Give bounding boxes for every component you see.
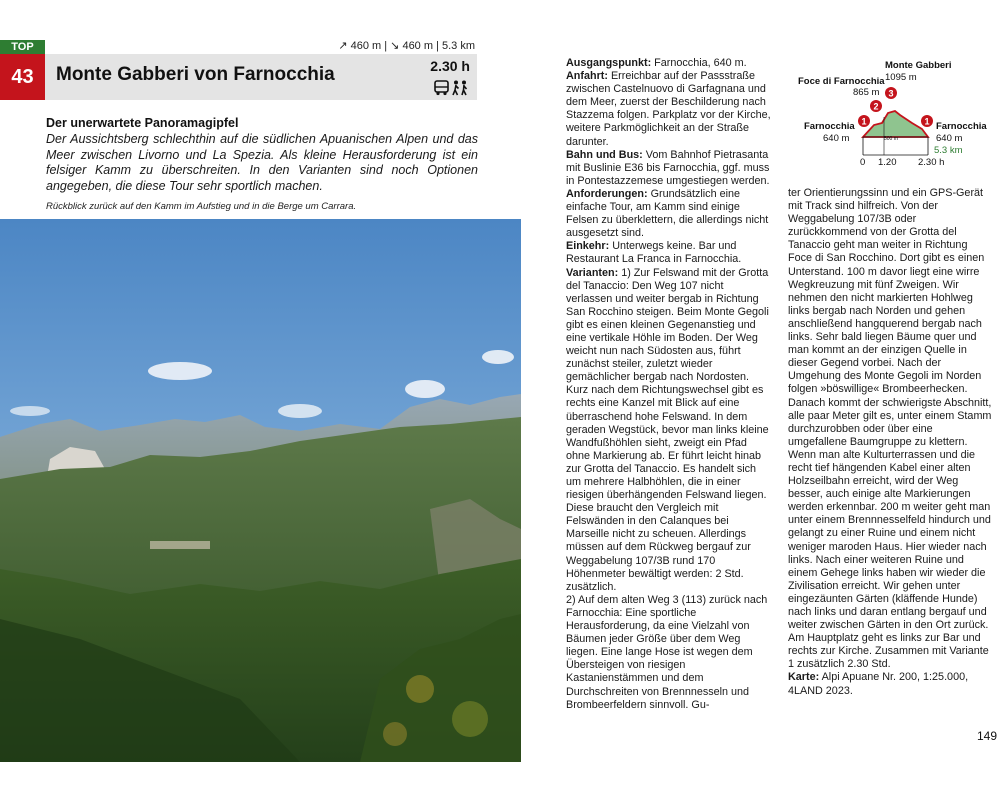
page-title: Monte Gabberi von Farnocchia (56, 64, 335, 85)
profile-marker-3 (885, 87, 897, 99)
profile-marker-1 (858, 115, 870, 127)
info-column-1 (566, 57, 771, 712)
profile-area (863, 111, 928, 137)
profile-tick-1: 1.20 (878, 157, 897, 168)
profile-tick-0: 0 (860, 157, 866, 168)
profile-summit-name: Monte Gabberi (885, 60, 952, 71)
top-badge: TOP (0, 40, 45, 54)
bus-icon (435, 81, 448, 95)
variants-1: Varianten: 1) Zur Felswand mit der Grotta del Tanaccio: Den Weg 107 nicht verlassen und weiter bergab in Richtung San Rocchino steigen. Beim Monte Gegoli gibt es einen kleinen Gegenanstieg und eine vertikale Höhle im Boden. Der Weg weicht nun nach Südosten aus, führt zunächst steiler, zuletzt wieder gemächlicher bergab nach Nordosten. Kurz nach dem Richtungswechsel gibt es rechts eine Kanzel mit Blick auf eine überraschend hohe Felswand. In dem geraden Wegstück, bevor man links kleine Wandfußhöhlen sieht, zweigt ein Pfad ohne Markierung ab. Er führt leicht hinab zur Grotta del Tanaccio. Es handelt sich um mehrere Halbhöhlen, die in einer riesigen überhängenden Felswand liegen. Diese braucht den Vergleich mit Felswänden in den Calanques bei Marseille nicht zu scheuen. Allerdings müssen auf dem Rückweg bergauf zur Weggabelung 107/3B rund 170 Höhenmeter bewältigt werden: 2 Std. zusätzlich. (566, 266, 769, 593)
hiker-icon (453, 81, 467, 96)
tour-duration: 2.30 h (430, 58, 470, 74)
profile-marker-4 (921, 115, 933, 127)
elevation-profile (788, 55, 1000, 185)
profile-tick-2: 2.30 h (918, 157, 945, 168)
variants-2: 2) Auf dem alten Weg 3 (113) zurück nach Farnocchia: Eine sportliche Herausforderung, da eine Vielzahl von Bäumen jeder Größe über dem Weg liegen. Eine lange Hose ist wegen dem Übersteigen von riesigen Kastanienstämmen und dem Durchschreiten von Brennnesseln und Brombeerfeldern sinnvoll. Gu- (566, 593, 768, 711)
profile-end-alt: 640 m (936, 133, 963, 144)
profile-start-name: Farnocchia (804, 121, 855, 132)
requirements: Anforderungen: Grundsätzlich eine einfache Tour, am Kamm sind einige Felsen zu überklettern, die allerdings nicht ausgesetzt sind. (566, 187, 769, 240)
transport-icons (434, 80, 470, 96)
public-transport: Bahn und Bus: Vom Bahnhof Pietrasanta mit Buslinie E36 bis Farnocchia, ggf. muss in Pontestazzemese umgestiegen werden. (566, 148, 770, 187)
variants-continued: ter Orientierungssinn und ein GPS-Gerät mit Track sind hilfreich. Von der Weggabelung 107/3B oder zurückkommend von der Grotta del Tanaccio geht man weiter in Richtung Foce di San Rocchino. Dort gibt es einen Unterstand. 100 m davor liegt eine wirre Wegkreuzung mit fünf Zweigen. Wir nehmen den nicht markierten Hohlweg links bergab nach Norden und gehen anschließend hangquerend bergab nach links. Sehr bald liegen Bäume quer und man kommt an der einzigen Quelle in dieser Gegend vorbei. Nach der Umgehung des Monte Gegoli im Norden folgen »böswillige« Brombeerhecken. Danach kommt der schwierigste Abschnitt, alle paar Meter gilt es, unter einem Stamm durchzurobben oder über eine umgefallene Baumgruppe zu klettern. Wenn man alte Kulturterrassen und die recht tief hängenden Kabel einer alten Holzseilbahn erreicht, wird der Weg besser, auch einige alte Markierungen werden erkennbar. 200 m weiter geht man unter einem Brennnesselfeld hindurch und gelangt zu einer Ruine und einem nicht weniger maroden Haus. Hier wieder nach links. Nach einer weiteren Ruine und einem Gehege links haben wir wieder die Zivilisation erreicht. Wir gehen unter eingezäunten Gärten (kläffende Hunde) nach links und daran entlang bergauf und weiter zwischen Gärten in den Ort zurück. Am Hauptplatz geht es links zur Bar und rechts zur Kirche. Zusammen mit Variante 1 zusätzlich 2.30 Std. (788, 187, 992, 671)
page-number: 149 (977, 729, 998, 743)
profile-grid-label: 500 m (884, 136, 898, 142)
map-info: Karte: Alpi Apuane Nr. 200, 1:25.000, 4LAND 2023. (788, 671, 969, 697)
svg-text:1: 1 (861, 116, 867, 127)
profile-pass-name: Foce di Farnocchia (798, 76, 885, 87)
intro-text: Der Aussichtsberg schlechthin auf die südlichen Apuanischen Alpen und das Meer zwischen Livorno und La Spezia. Als kleine Herausforderung ist ein felsiger Kamm zu überschreiten. In den Varianten sind noch Optionen angegeben, die diese Tour sehr sportlich machen. (46, 132, 478, 193)
profile-end-name: Farnocchia (936, 121, 987, 132)
profile-distance: 5.3 km (934, 145, 963, 156)
svg-text:2: 2 (873, 101, 879, 112)
info-column-2 (788, 187, 994, 698)
svg-text:1: 1 (924, 116, 930, 127)
refreshments: Einkehr: Unterwegs keine. Bar und Restaurant La Franca in Farnocchia. (566, 240, 742, 266)
svg-text:3: 3 (888, 88, 894, 99)
intro-subheading: Der unerwartete Panoramagipfel (46, 116, 239, 130)
profile-start-alt: 640 m (823, 133, 850, 144)
start-point: Ausgangspunkt: Farnocchia, 640 m. (566, 57, 747, 69)
profile-pass-alt: 865 m (853, 87, 880, 98)
tour-stats: ↗ 460 m | ↘ 460 m | 5.3 km (338, 40, 475, 52)
tour-number: 43 (0, 54, 45, 100)
photo-caption: Rückblick zurück auf den Kamm im Aufstieg und in die Berge um Carrara. (46, 201, 357, 212)
approach: Anfahrt: Erreichbar auf der Passstraße zwischen Castelnuovo di Garfagnana und dem Meer, zuerst der Beschilderung nach Stazzema folgen. Parkplatz vor der Kirche, weitere Parkmöglichkeit an der Straße darunter. (566, 70, 771, 148)
profile-marker-2 (870, 100, 882, 112)
mountain-photo (0, 219, 521, 762)
profile-summit-alt: 1095 m (885, 72, 917, 83)
